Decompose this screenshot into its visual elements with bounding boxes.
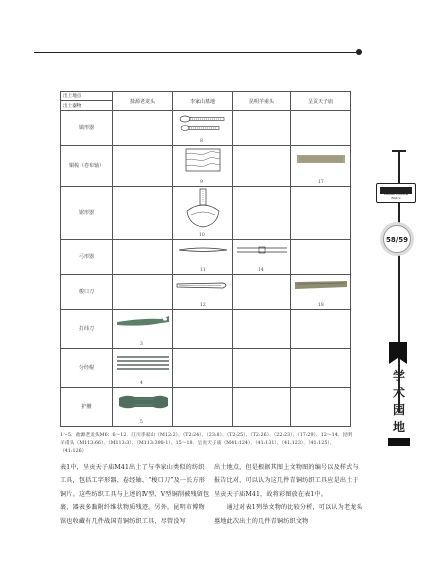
body-paragraph-left: 表1中，呈贡天子庙M41出土了与李家山类似的纺织工具，包括工字形器、卷经轴、“梭口刀”及一长方形铜片。这些纺织工具与上述的Ⅳ型、Ⅴ型铜削被残留包裹，器表多黏附纤维状物质残迹。另外，昆明市博物馆也收藏有几件战国青铜纺织工具，尽管没写 [60,464,210,525]
table-cell [291,146,351,187]
table-cell [233,146,291,187]
table-cell [291,310,351,349]
figure-number: 8 [200,139,203,144]
figure-number: 18 [318,303,324,308]
figure-number: 14 [258,268,264,273]
figure-number: 10 [199,233,205,238]
section-title-text: 学术园地 [393,369,406,434]
artifact-illustration [173,187,233,231]
artifact-photo [113,388,173,416]
table-cell [113,310,173,349]
figure-number: 11 [200,268,206,273]
table-cell [113,146,173,187]
artifact-illustration [173,146,233,176]
table-cell [173,275,233,310]
header-corner-top: 出土地点 [63,94,82,99]
table-row [61,146,351,187]
artifact-illustration [233,240,291,262]
artifact-photo [291,146,351,176]
table-cell [113,349,173,388]
top-rule-dot [356,49,362,55]
table-cell [233,275,291,310]
row-label: 弓形器 [61,240,113,275]
table-row [61,275,351,310]
table-row [61,388,351,427]
row-label: 打纬刀 [61,310,113,349]
figure-number: 9 [200,180,203,185]
table-cell [233,349,291,388]
row-label: 铜梳（卷布轴） [61,146,113,187]
artifact-photo [113,310,173,338]
table-cell [113,240,173,275]
table-cell [173,349,233,388]
table-row [61,310,351,349]
artifact-comparison-table [60,91,351,427]
site-header: 昆明羊甫头 [233,92,291,111]
figure-number: 4 [140,381,143,386]
table-cell [113,275,173,310]
table-cell [233,388,291,427]
header-corner-cell [61,92,113,111]
artifact-illustration [173,240,233,262]
table-cell [173,388,233,427]
row-label: 护腰 [61,388,113,427]
figure-number: 12 [200,303,206,308]
table-cell [291,111,351,146]
side-end-block [388,438,410,446]
section-title-vertical [388,368,410,436]
site-header: 呈贡天子庙 [291,92,351,111]
table-cell [233,240,291,275]
row-label: 分经棍 [61,349,113,388]
site-header: 李家山墓地 [173,92,233,111]
header-corner-divider [61,100,112,101]
artifact-photo [291,275,351,297]
top-rule [34,52,359,53]
figure-number: 5 [140,420,143,425]
journal-stamp-logo [376,183,416,203]
table-cell [291,187,351,240]
body-paragraph-right: 出土地点，但是根据其图上文物图的编号以及样式与报告比对，可以认为这几件青铜纺织工具应是出土于呈贡天子庙M41，故将彩图放在表1中。 通过对表1列举文物的比较分析，可以认为老龙头墓地此次出土的几件青铜纺织文物 [214,464,363,525]
table-cell [291,388,351,427]
table-cell [233,187,291,240]
site-header: 盐源老龙头 [113,92,173,111]
table-cell [291,349,351,388]
table-cell [233,111,291,146]
table-cell [173,187,233,240]
header-corner-bottom: 出土器物 [63,104,82,109]
table-cell [173,146,233,187]
table-cell [113,111,173,146]
table-row [61,187,351,240]
table-cell [113,187,173,240]
artifact-photo [113,349,173,377]
figure-number: 17 [318,180,324,185]
table-caption: 1～5．盐源老龙头M6；6～12．江川李家山（M12:2）、（T2:24）、（23:8）、（T2:25）、（T2:26）、（22:23）、（17:29）、12～14．昆明羊甫头（M113:66）、（M113:3）、（M113:398-1）、15～18．呈贡天子庙（M41:124）、（41:131）、（41:123）、（41:125）、（41:126） [60,433,353,454]
artifact-illustration [173,111,233,137]
page-number-badge: 58/59 [383,225,411,253]
table-header-row [61,92,351,111]
table-cell [291,275,351,310]
table-row [61,111,351,146]
table-cell [173,240,233,275]
table-row [61,240,351,275]
table-cell [113,388,173,427]
table-cell [173,310,233,349]
table-cell [291,240,351,275]
figure-number: 3 [140,342,143,347]
table-row [61,349,351,388]
artifact-illustration [173,275,233,297]
row-label: 梭口刀 [61,275,113,310]
table-cell [173,111,233,146]
stamp-subtitle: Yunnan Cultural Relics [383,192,409,200]
side-rule-tick [392,150,406,152]
row-label: 镇形器 [61,111,113,146]
table-cell [233,310,291,349]
row-label: 锯形器 [61,187,113,240]
